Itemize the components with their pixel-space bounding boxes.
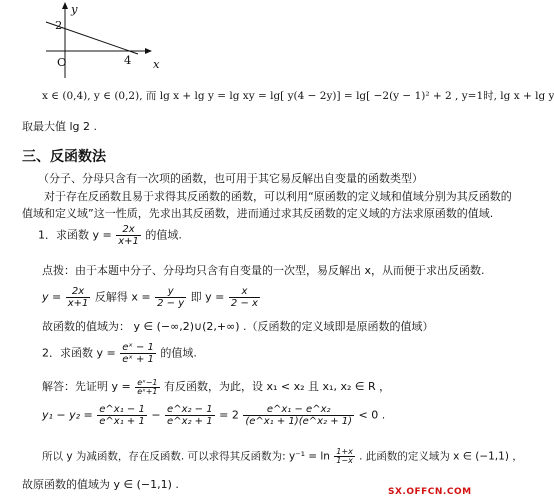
intro-paragraph-1: 对于存在反函数且易于求得其反函数的函数，可以利用“原函数的定义域和值域分别为其反函数的 — [44, 190, 512, 203]
diff-f1-den: e^x₁ + 1 — [99, 416, 145, 427]
eq-c-num: x — [229, 286, 260, 298]
example-1-solution: 点拨：由于本题中分子、分母均只含有自变量的一次型，易反解出 x，从而便于求出反函数. — [42, 264, 485, 277]
intro-paragraph-2: 值域和定义域”这一性质，先求出其反函数，进而通过求其反函数的定义域的方法求原函数的值域. — [22, 207, 494, 220]
text-line-1: x ∈ (0,4), y ∈ (0,2), 而 lg x + lg y = lg xy = lg[ y(4 − 2y)] = lg[ −2(y − 1)² + 2 , y=1时, lg x + lg y — [42, 90, 554, 102]
example-1-den: x+1 — [118, 236, 139, 247]
eq-c-fraction — [229, 286, 260, 309]
x-axis-arrow — [145, 48, 152, 54]
example-2-difference — [42, 404, 385, 427]
diff-f2-num: e^x₂ − 1 — [167, 404, 213, 415]
example-1-fraction — [116, 224, 141, 247]
eq-b-fraction — [155, 286, 186, 309]
example-1-suffix: 的值域. — [145, 228, 182, 242]
diff-f3-den: (e^x₁ + 1)(e^x₂ + 1) — [245, 416, 353, 427]
example-1-answer: 故函数的值域为： y ∈ (−∞,2)∪(2,+∞) .（反函数的定义域即是原函数的值域） — [42, 320, 434, 333]
example-1-question — [38, 224, 182, 247]
diff-lt: < 0 . — [358, 408, 386, 422]
y-axis-arrow — [62, 2, 68, 9]
conclusion-den: 1−x — [336, 456, 353, 465]
section-title: 三、反函数法 — [22, 149, 106, 165]
example-2-question — [42, 342, 197, 365]
solution-suffix: 有反函数，为此，设 x₁ < x₂ 且 x₁, x₂ ∈ R ， — [164, 380, 391, 393]
example-2-conclusion — [42, 448, 523, 465]
conclusion-num: 1+x — [336, 447, 353, 456]
intro-subtitle: （分子、分母只含有一次项的函数，也可用于其它易反解出自变量的函数类型） — [38, 172, 423, 185]
conclusion-fraction — [334, 448, 355, 465]
example-1-equation — [42, 286, 261, 309]
example-2-final: 故原函数的值域为 y ∈ (−1,1) . — [22, 478, 179, 491]
diff-fraction-2 — [165, 404, 215, 427]
solution-small-fraction — [135, 379, 159, 396]
eq-b-num: y — [155, 286, 186, 298]
watermark: SX.OFFCN.COM — [388, 487, 472, 497]
eq-mid2: 即 y = — [190, 290, 225, 304]
example-2-den: eˣ + 1 — [122, 354, 154, 365]
solution-small-den: eˣ+1 — [137, 386, 158, 396]
eq-mid: 反解得 x = — [94, 290, 151, 304]
graph-y-label: y — [71, 2, 78, 16]
text-line-2: 取最大值 lg 2 . — [22, 120, 98, 133]
diff-f2-den: e^x₂ + 1 — [167, 416, 213, 427]
eq-a-fraction — [66, 286, 91, 309]
diff-fraction-1 — [97, 404, 147, 427]
eq-b-den: 2 − y — [157, 298, 185, 309]
example-1-num: 2x — [116, 224, 141, 236]
diff-minus: − — [151, 408, 161, 422]
solution-prefix: 解答：先证明 y = — [42, 380, 131, 393]
example-2-prefix: 2．求函数 y = — [42, 346, 116, 360]
example-2-num: eˣ − 1 — [122, 342, 154, 353]
eq-a-num: 2x — [66, 286, 91, 298]
graph-x-label: x — [153, 57, 160, 71]
example-2-fraction — [120, 342, 156, 365]
diff-f1-num: e^x₁ − 1 — [99, 404, 145, 415]
conclusion-suffix: . 此函数的定义域为 x ∈ (−1,1) ， — [359, 450, 523, 463]
graph-y-tick: 2 — [55, 18, 63, 32]
eq-c-den: 2 − x — [230, 298, 258, 309]
graph-x-tick: 4 — [124, 53, 132, 67]
diff-f3-num: e^x₁ − e^x₂ — [243, 404, 354, 416]
example-2-suffix: 的值域. — [160, 346, 197, 360]
conclusion-prefix: 所以 y 为减函数，存在反函数. 可以求得其反函数为: y⁻¹ = ln — [42, 450, 330, 463]
solution-small-num: eˣ−1 — [137, 377, 158, 387]
diff-fraction-3 — [243, 404, 354, 427]
eq-a-den: x+1 — [67, 298, 89, 309]
example-2-solution-line — [42, 378, 390, 396]
eq-y: y = — [42, 290, 62, 304]
graph-origin: O — [57, 55, 67, 69]
diff-eq: = 2 — [219, 408, 239, 422]
example-1-prefix: 1．求函数 y = — [38, 228, 112, 242]
diff-label: y₁ − y₂ = — [42, 408, 93, 422]
